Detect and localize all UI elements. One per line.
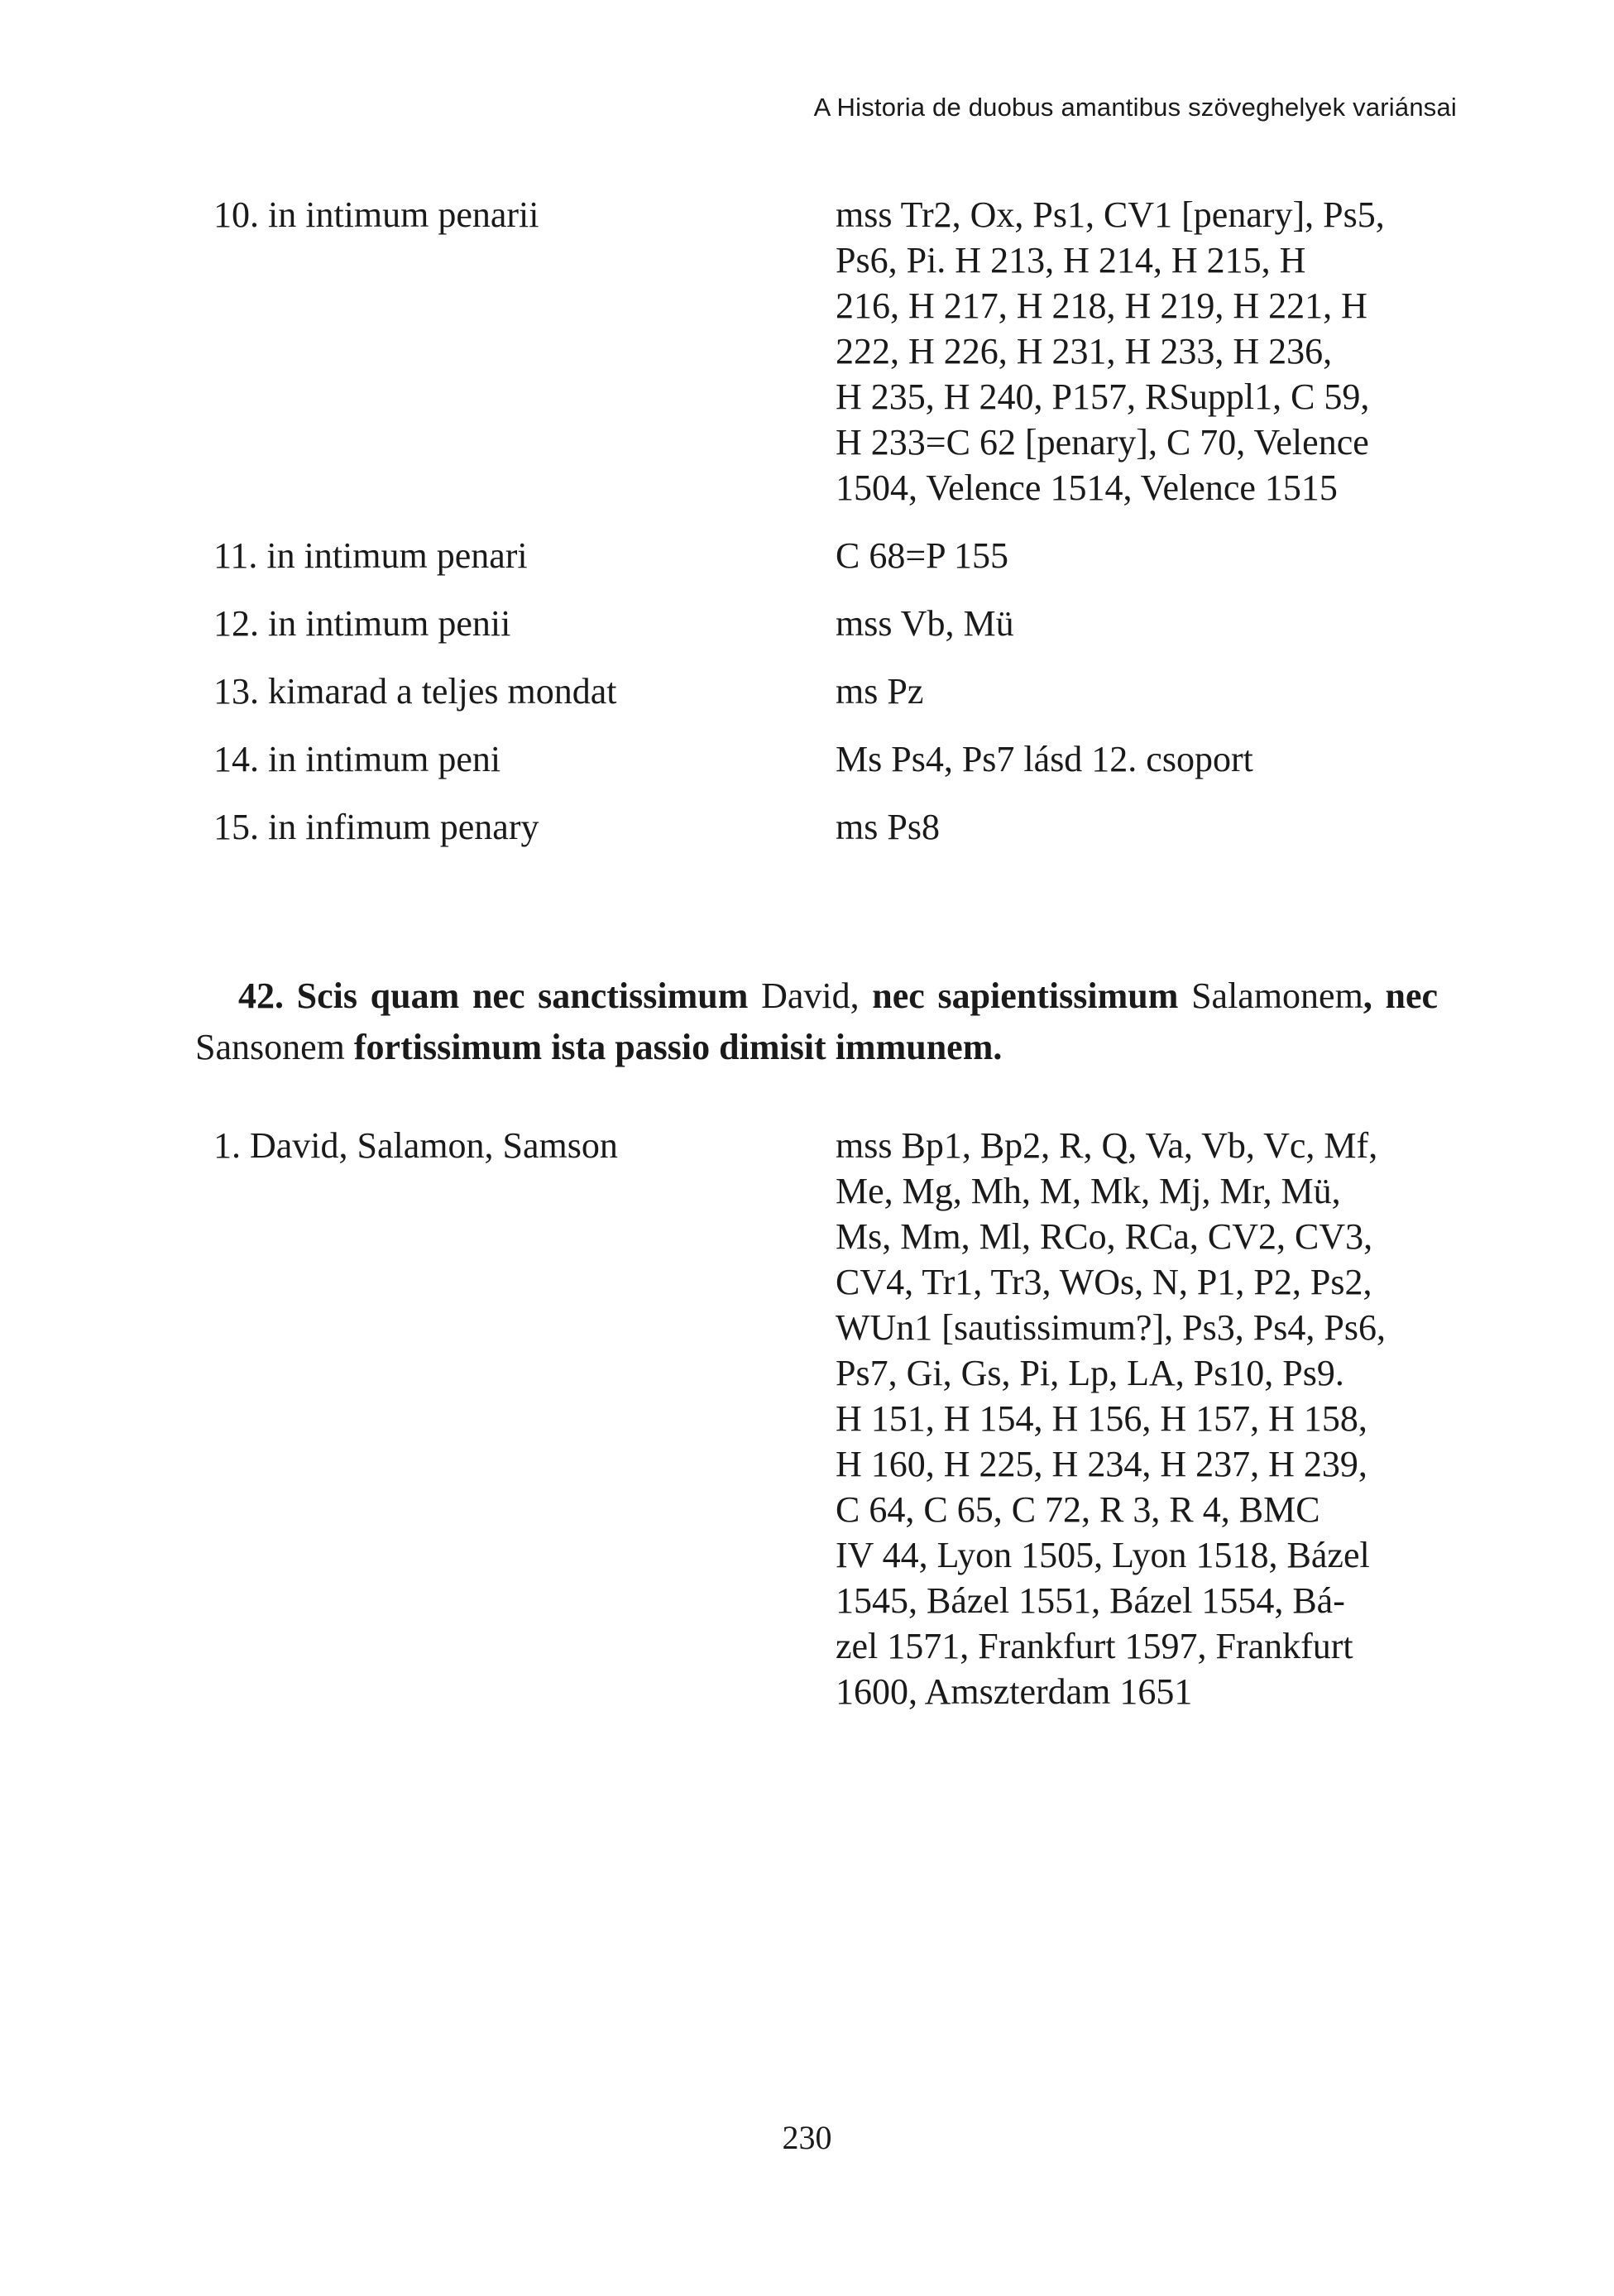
variant-sources [836,804,1430,850]
source-line: ms Ps8 [836,807,940,847]
source-line: H 160, H 225, H 234, H 237, H 239, [836,1444,1367,1484]
variant-label: 10. in intimum penarii [213,194,539,235]
variant-label: 11. in intimum penari [213,535,528,576]
variant-row [213,533,1430,578]
page-number: 230 [782,2119,832,2156]
source-line: 216, H 217, H 218, H 219, H 221, H [836,285,1367,326]
source-line: Ps6, Pi. H 213, H 214, H 215, H [836,240,1306,280]
source-line: WUn1 [sautissimum?], Ps3, Ps4, Ps6, [836,1307,1386,1348]
passage-bold-3: , nec [1363,975,1439,1016]
source-line: Ps7, Gi, Gs, Pi, Lp, LA, Ps10, Ps9. [836,1353,1344,1393]
source-line: 1600, Amszterdam 1651 [836,1671,1193,1712]
variant-row [213,601,1430,646]
source-line: Ms, Mm, Ml, RCo, RCa, CV2, CV3, [836,1216,1373,1257]
variant-row [213,804,1430,850]
source-line: C 64, C 65, C 72, R 3, R 4, BMC [836,1489,1320,1530]
variant-row [213,669,1430,714]
passage-text-3: Sansonem [195,1027,345,1067]
source-line: Me, Mg, Mh, M, Mk, Mj, Mr, Mü, [836,1171,1341,1211]
variant-table-41 [213,192,1430,850]
variant-table-42 [213,1123,1430,1714]
passage-line-1 [195,971,1438,1022]
passage-bold-2: nec sapientissimum [872,975,1179,1016]
variant-label: 15. in infimum penary [213,807,539,847]
running-head: A Historia de duobus amantibus szöveghelyek variánsai [813,93,1457,122]
variant-label: 12. in intimum penii [213,603,511,644]
source-line: 222, H 226, H 231, H 233, H 236, [836,331,1333,371]
variant-sources [836,192,1430,510]
source-line: mss Bp1, Bp2, R, Q, Va, Vb, Vc, Mf, [836,1125,1378,1166]
source-line: C 68=P 155 [836,535,1008,576]
passage-bold-1: Scis quam nec sanctissimum [296,975,749,1016]
variant-label: 1. David, Salamon, Samson [213,1125,618,1166]
source-line: CV4, Tr1, Tr3, WOs, N, P1, P2, Ps2, [836,1262,1372,1302]
variant-row [213,736,1430,782]
variant-label: 14. in intimum peni [213,739,501,779]
passage-line-2 [195,1022,1438,1073]
variant-row [213,192,1430,510]
passage-bold-4: fortissimum ista passio dimisit immunem. [353,1027,1003,1067]
source-line: H 235, H 240, P157, RSuppl1, C 59, [836,376,1370,417]
source-line: H 233=C 62 [penary], C 70, Velence [836,422,1369,463]
source-line: mss Tr2, Ox, Ps1, CV1 [penary], Ps5, [836,194,1385,235]
source-line: ms Pz [836,671,924,712]
variant-sources [836,1123,1430,1714]
variant-row [213,1123,1430,1714]
passage-number: 42. [238,975,284,1016]
variant-sources [836,669,1430,714]
source-line: H 151, H 154, H 156, H 157, H 158, [836,1398,1367,1439]
passage-text-1: David, [761,975,860,1016]
variant-sources [836,736,1430,782]
source-line: zel 1571, Frankfurt 1597, Frankfurt [836,1626,1353,1666]
passage-text-2: Salamonem [1191,975,1363,1016]
source-line: 1504, Velence 1514, Velence 1515 [836,467,1338,508]
passage-42 [195,971,1438,1073]
source-line: mss Vb, Mü [836,603,1014,644]
variant-sources [836,601,1430,646]
source-line: Ms Ps4, Ps7 lásd 12. csoport [836,739,1253,779]
variant-sources [836,533,1430,578]
variant-label: 13. kimarad a teljes mondat [213,671,617,712]
source-line: 1545, Bázel 1551, Bázel 1554, Bá- [836,1580,1345,1621]
source-line: IV 44, Lyon 1505, Lyon 1518, Bázel [836,1535,1370,1575]
